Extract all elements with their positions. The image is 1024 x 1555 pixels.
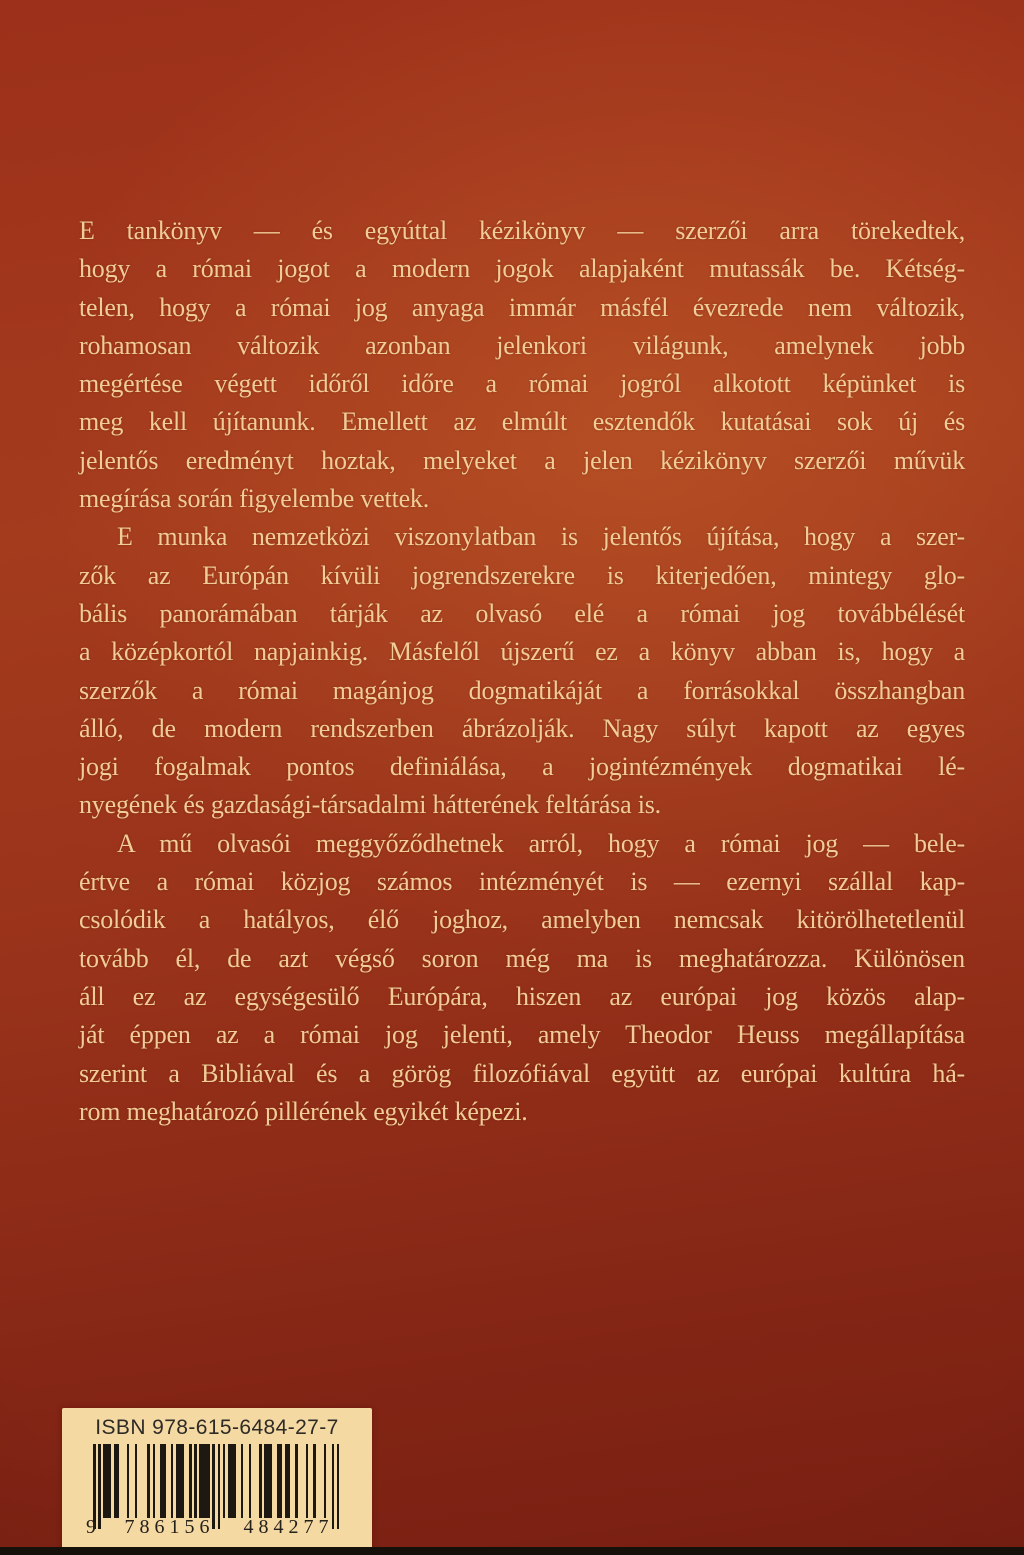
blurb-line: hogy a római jogot a modern jogok alapjaként mutassák be. Kétség- xyxy=(79,254,965,284)
blurb-line: szerzők a római magánjog dogmatikáját a forrásokkal összhangban xyxy=(79,675,965,705)
blurb-line: jogi fogalmak pontos definiálása, a jogintézmények dogmatikai lé- xyxy=(79,752,965,782)
blurb-line: rohamosan változik azonban jelenkori világunk, amelynek jobb xyxy=(79,330,965,360)
barcode-digit-group: 9 xyxy=(86,1516,96,1538)
blurb-line: szerint a Bibliával és a görög filozófiával együtt az európai kultúra há- xyxy=(79,1058,965,1088)
isbn-number: ISBN 978-615-6484-27-7 xyxy=(95,1416,339,1439)
blurb-line: csolódik a hatályos, élő joghoz, amelyben nemcsak kitörölhetetlenül xyxy=(79,905,965,935)
blurb-line: meg kell újítanunk. Emellett az elmúlt esztendők kutatásai sok új és xyxy=(79,407,965,437)
blurb-line: nyegének és gazdasági-társadalmi hátterének feltárása is. xyxy=(79,790,661,820)
blurb-text xyxy=(79,212,965,1131)
isbn-barcode-label xyxy=(62,1408,372,1555)
blurb-line: telen, hogy a római jog anyaga immár másfél évezrede nem változik, xyxy=(79,292,965,322)
barcode-digit-group: 484277 xyxy=(243,1516,334,1538)
blurb-line: E tankönyv — és egyúttal kézikönyv — szerzői arra törekedtek, xyxy=(79,216,965,245)
blurb-line: álló, de modern rendszerben ábrázolják. Nagy súlyt kapott az egyes xyxy=(79,713,965,743)
blurb-line: rom meghatározó pillérének egyikét képezi. xyxy=(79,1096,528,1126)
blurb-line: a középkortól napjainkig. Másfelől újszerű ez a könyv abban is, hogy a xyxy=(79,637,965,667)
blurb-line: értve a római közjog számos intézményét is — ezernyi szállal kap- xyxy=(79,867,965,897)
blurb-line: ját éppen az a római jog jelenti, amely Theodor Heuss megállapítása xyxy=(79,1020,965,1050)
barcode-digit-group: 786156 xyxy=(124,1516,215,1538)
blurb-line: E munka nemzetközi viszonylatban is jelentős újítása, hogy a szer- xyxy=(117,522,965,552)
blurb-line: áll ez az egységesülő Európára, hiszen az európai jog közös alap- xyxy=(79,981,965,1011)
blurb-line: tovább él, de azt végső soron még ma is meghatározza. Különösen xyxy=(79,943,965,973)
blurb-line: megírása során figyelembe vettek. xyxy=(79,484,430,514)
blurb-line: megértése végett időről időre a római jogról alkotott képünket is xyxy=(79,369,965,399)
blurb-paragraph xyxy=(79,212,965,518)
barcode-digits xyxy=(86,1516,348,1539)
photo-bottom-edge xyxy=(0,1547,1024,1555)
blurb-paragraph xyxy=(79,825,965,1131)
blurb-line: A mű olvasói meggyőződhetnek arról, hogy a római jog — bele- xyxy=(117,828,965,858)
blurb-line: zők az Európán kívüli jogrendszerekre is kiterjedően, mintegy glo- xyxy=(79,560,965,590)
blurb-line: bális panorámában tárják az olvasó elé a római jog továbbélését xyxy=(79,598,965,628)
blurb-line: jelentős eredményt hoztak, melyeket a jelen kézikönyv szerzői művük xyxy=(79,445,965,475)
blurb-paragraph xyxy=(79,518,965,824)
